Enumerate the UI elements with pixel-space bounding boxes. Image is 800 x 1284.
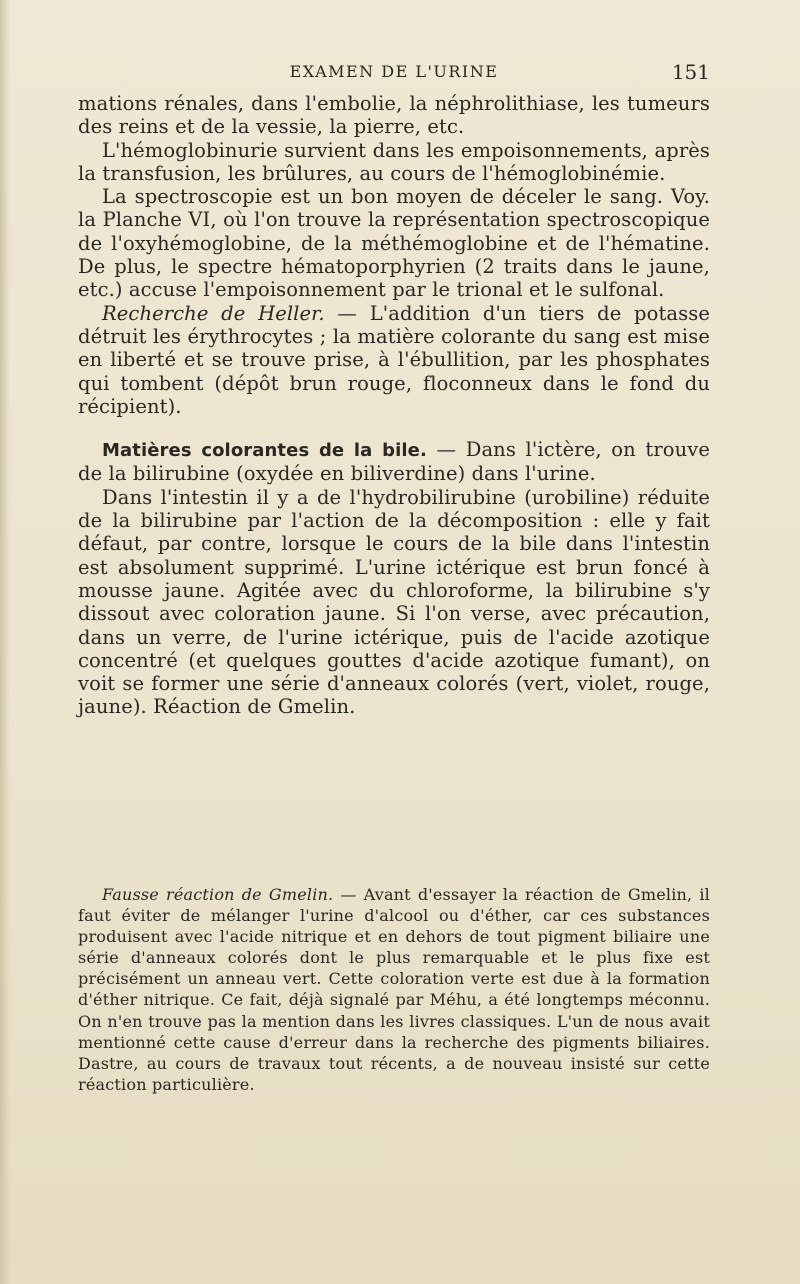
page-edge-shadow	[0, 0, 10, 1284]
page-header	[78, 60, 710, 90]
running-title: EXAMEN DE L'URINE	[289, 62, 499, 81]
false-gmelin-body: — Avant d'essayer la réaction de Gmelin, il faut éviter de mélanger l'urine d'alcool ou d'éther, car ces substances produisent avec l'acide nitrique et en dehors de tout pigment biliaire une série d'anneaux colorés dont le plus remarquable et le plus fixe est précisément un anneau vert. Cette coloration verte est due à la formation d'éther nitrique. Ce fait, déjà signalé par Méhu, a été longtemps méconnu. On n'en trouve pas la mention dans les livres classiques. L'un de nous avait mentionné cette cause d'erreur dans la recherche des pigments biliaires. Dastre, au cours de travaux tout récents, a de nouveau insisté sur cette réaction particulière.	[78, 885, 710, 1094]
heller-title: Recherche de Heller.	[102, 301, 325, 325]
paragraph-bile-pigments	[78, 438, 710, 486]
footnote-block	[78, 884, 710, 1095]
heller-body: — L'addition d'un tiers de potasse détruit les érythrocytes ; la matière colorante du sang est mise en liberté et se trouve prise, à l'ébullition, par les phosphates qui tombent (dépôt brun rouge, floconneux dans le fond du récipient).	[78, 301, 710, 418]
bile-section-title: Matières colorantes de la bile.	[102, 440, 427, 462]
page-number: 151	[671, 60, 710, 84]
paragraph-gmelin: Dans l'intestin il y a de l'hydrobilirubine (urobiline) réduite de la bilirubine par l'action de la décomposition : elle y fait défaut, par contre, lorsque le cours de la bile dans l'intestin est absolument supprimé. L'urine ictérique est brun foncé à mousse jaune. Agitée avec du chloroforme, la bilirubine s'y dissout avec coloration jaune. Si l'on verse, avec précaution, dans un verre, de l'urine ictérique, puis de l'acide azotique concentré (et quelques gouttes d'acide azotique fumant), on voit se former une série d'anneaux colorés (vert, violet, rouge, jaune). Réaction de Gmelin.	[78, 485, 710, 719]
paragraph-spectroscopy: La spectroscopie est un bon moyen de déceler le sang. Voy. la Planche VI, où l'on trouve la représentation spectroscopique de l'oxyhémoglobine, de la méthémoglobine et de l'hématine. De plus, le spectre hématoporphyrien (2 traits dans le jaune, etc.) accuse l'empoisonnement par le trional et le sulfonal.	[78, 185, 710, 302]
paragraph-heller	[78, 302, 710, 418]
false-gmelin-title: Fausse réaction de Gmelin.	[102, 885, 334, 904]
paragraph-false-gmelin	[78, 884, 710, 1095]
bile-section-body: — Dans l'ictère, on trouve de la bilirubine (oxydée en biliverdine) dans l'urine.	[78, 438, 710, 486]
paragraph-hemoglobinuria: L'hémoglobinurie survient dans les empoisonnements, après la transfusion, les brûlures, au cours de l'hémoglobinémie.	[78, 138, 710, 185]
paragraph-continuation: mations rénales, dans l'embolie, la néphrolithiase, les tumeurs des reins et de la vessie, la pierre, etc.	[78, 92, 710, 139]
main-text	[78, 92, 710, 719]
